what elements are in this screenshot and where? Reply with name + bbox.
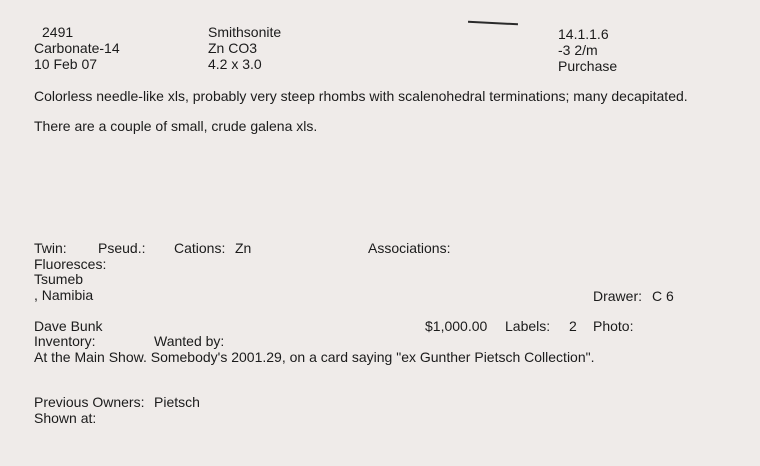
acquisition: Purchase — [558, 58, 618, 74]
catalog-number: 2491 — [42, 24, 74, 40]
labels-value: 2 — [569, 318, 577, 334]
price-code: -3 2/m — [558, 42, 598, 58]
inventory-label: Inventory: — [34, 333, 96, 349]
pseud-label: Pseud.: — [98, 240, 146, 256]
cations-value: Zn — [235, 240, 252, 256]
drawer-label: Drawer: — [593, 288, 643, 304]
wanted-by-label: Wanted by: — [154, 333, 225, 349]
locality: Tsumeb — [34, 271, 84, 287]
previous-owners-value: Pietsch — [154, 394, 200, 410]
drawer-value: C 6 — [652, 288, 674, 304]
country: , Namibia — [34, 287, 94, 303]
description-line-2: There are a couple of small, crude galena xls. — [34, 118, 318, 134]
classification: 14.1.1.6 — [558, 26, 609, 42]
specimen-size: 4.2 x 3.0 — [208, 56, 262, 72]
previous-owners-label: Previous Owners: — [34, 394, 145, 410]
pen-mark — [468, 21, 518, 26]
dealer: Dave Bunk — [34, 318, 103, 334]
date: 10 Feb 07 — [34, 56, 98, 72]
purchase-note: At the Main Show. Somebody's 2001.29, on a card saying "ex Gunther Pietsch Collection". — [34, 349, 595, 365]
twin-label: Twin: — [34, 240, 67, 256]
formula: Zn CO3 — [208, 40, 258, 56]
mineral-name: Smithsonite — [208, 24, 282, 40]
cations-label: Cations: — [174, 240, 226, 256]
description-line-1: Colorless needle-like xls, probably very steep rhombs with scalenohedral terminations; many decapitated. — [34, 88, 688, 104]
photo-label: Photo: — [593, 318, 634, 334]
category: Carbonate-14 — [34, 40, 120, 56]
associations-label: Associations: — [368, 240, 451, 256]
price: $1,000.00 — [425, 318, 488, 334]
fluoresces-label: Fluoresces: — [34, 256, 107, 272]
labels-label: Labels: — [505, 318, 551, 334]
shown-at-label: Shown at: — [34, 410, 97, 426]
